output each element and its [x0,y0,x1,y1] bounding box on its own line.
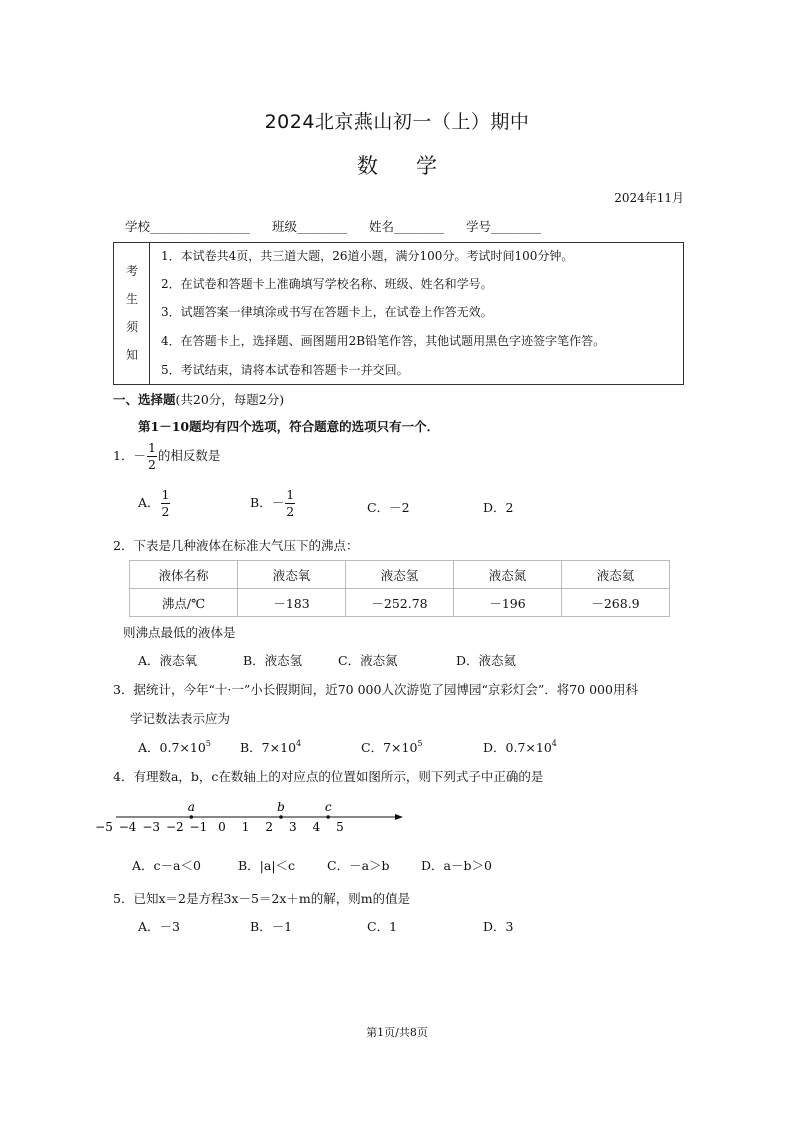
side-char: 考 [125,264,138,278]
question-4-option-c[interactable]: C．－a＞b [327,858,390,873]
question-3-option-b[interactable]: B．$7\times 10^4$ [240,739,302,755]
fraction: $\frac{1}{2}$ [161,487,170,519]
fraction: $\frac{1}{2}$ [147,440,156,472]
table-cell: 液态氦 [562,561,670,589]
boiling-point-table [129,560,670,617]
table-cell: 液态氧 [238,561,346,589]
tick-label: 2 [265,820,274,834]
question-5-option-b[interactable]: B．－1 [250,919,293,934]
question-3-stem-line1: 3．据统计，今年“十·一”小长假期间，近70 000人次游览了园博园“京彩灯会”．将70 000用科 [113,682,638,697]
point-label-a: a [187,800,195,814]
section-heading: 一、选择题(共20分，每题2分) [113,392,285,407]
point-a [190,815,194,819]
note-item: 3．试题答案一律填涂或书写在答题卡上，在试卷上作答无效。 [161,305,493,319]
question-2-prompt: 则沸点最低的液体是 [123,625,236,640]
note-item: 1．本试卷共4页，共三道大题，26道小题，满分100分。考试时间100分钟。 [161,249,574,263]
question-4-option-b[interactable]: B．|a|＜c [238,858,296,873]
table-cell: 液体名称 [130,561,238,589]
question-1-option-d[interactable]: D．2 [483,500,514,515]
question-2-option-b[interactable]: B．液态氢 [243,653,303,668]
side-char: 须 [125,320,138,334]
table-cell: －252.78 [346,589,454,617]
question-4-option-d[interactable]: D．a－b＞0 [421,858,492,873]
question-1-option-a[interactable]: A． $\frac{1}{2}$ [138,487,170,519]
student-info-fields [125,217,559,235]
question-4-option-a[interactable]: A．c－a＜0 [132,858,201,873]
tick-label: −5 [95,820,113,834]
tick-label: 1 [241,820,250,834]
point-c [326,815,330,819]
table-cell: －183 [238,589,346,617]
school-field: 学校________________ [125,219,251,234]
student-id-field: 学号________ [466,219,542,234]
tick-label: −1 [189,820,208,834]
table-cell: －268.9 [562,589,670,617]
tick-label: −3 [142,820,161,834]
point-b [279,815,283,819]
side-char: 知 [125,348,138,362]
question-2-stem: 2．下表是几种液体在标准大气压下的沸点： [113,538,359,553]
notes-side-label [114,243,150,384]
point-label-c: c [324,800,332,814]
tick-label: 0 [218,820,226,834]
table-row [130,589,670,617]
exam-instructions-box [113,242,684,385]
question-5-option-c[interactable]: C．1 [367,919,398,934]
question-3-option-a[interactable]: A．$0.7\times 10^5$ [138,739,211,755]
question-4-stem: 4．有理数a，b，c在数轴上的对应点的位置如图所示，则下列式子中正确的是 [113,769,544,784]
note-item: 5．考试结束，请将本试卷和答题卡一并交回。 [161,363,409,377]
page-number: 第1页/共8页 [366,1026,428,1039]
class-field: 班级________ [272,219,348,234]
name-field: 姓名________ [369,219,445,234]
table-header-row [130,561,670,589]
question-3-option-d[interactable]: D．$0.7\times 10^4$ [483,739,557,755]
table-cell: －196 [454,589,562,617]
note-item: 2．在试卷和答题卡上准确填写学校名称、班级、姓名和学号。 [161,277,493,291]
note-item: 4．在答题卡上，选择题、画图题用2B铅笔作答，其他试题用黑色字迹签字笔作答。 [161,334,606,348]
number-line [95,797,410,837]
exam-date: 2024年11月 [614,191,684,205]
page-title: 2024北京燕山初一（上）期中 [264,111,530,133]
tick-label: 5 [336,820,344,834]
tick-label: −4 [118,820,137,834]
fraction: $\frac{1}{2}$ [286,487,295,519]
section-instruction: 第1－10题均有四个选项，符合题意的选项只有一个． [138,419,440,434]
question-1-stem: 1．－ $\frac{1}{2}$ 的相反数是 [113,440,221,472]
question-3-option-c[interactable]: C．$7\times 10^5$ [361,739,423,755]
question-5-option-d[interactable]: D．3 [483,919,514,934]
question-2-option-c[interactable]: C．液态氮 [338,653,398,668]
tick-label: 4 [312,820,321,834]
tick-label: −2 [165,820,184,834]
question-2-option-d[interactable]: D．液态氦 [456,653,517,668]
question-3-stem-line2: 学记数法表示应为 [130,711,231,726]
tick-label: 3 [288,820,297,834]
question-5-option-a[interactable]: A．－3 [138,919,180,934]
table-cell: 液态氢 [346,561,454,589]
question-2-option-a[interactable]: A．液态氧 [138,653,198,668]
side-char: 生 [125,292,138,306]
table-cell: 液态氮 [454,561,562,589]
question-1-option-b[interactable]: B．－ $\frac{1}{2}$ [250,487,295,519]
table-cell: 沸点/℃ [130,589,238,617]
subject-title: 数学 [357,154,475,178]
question-1-option-c[interactable]: C．－2 [367,500,410,515]
question-5-stem: 5．已知x＝2是方程3x－5＝2x＋m的解，则m的值是 [113,891,411,906]
point-label-b: b [277,800,285,814]
